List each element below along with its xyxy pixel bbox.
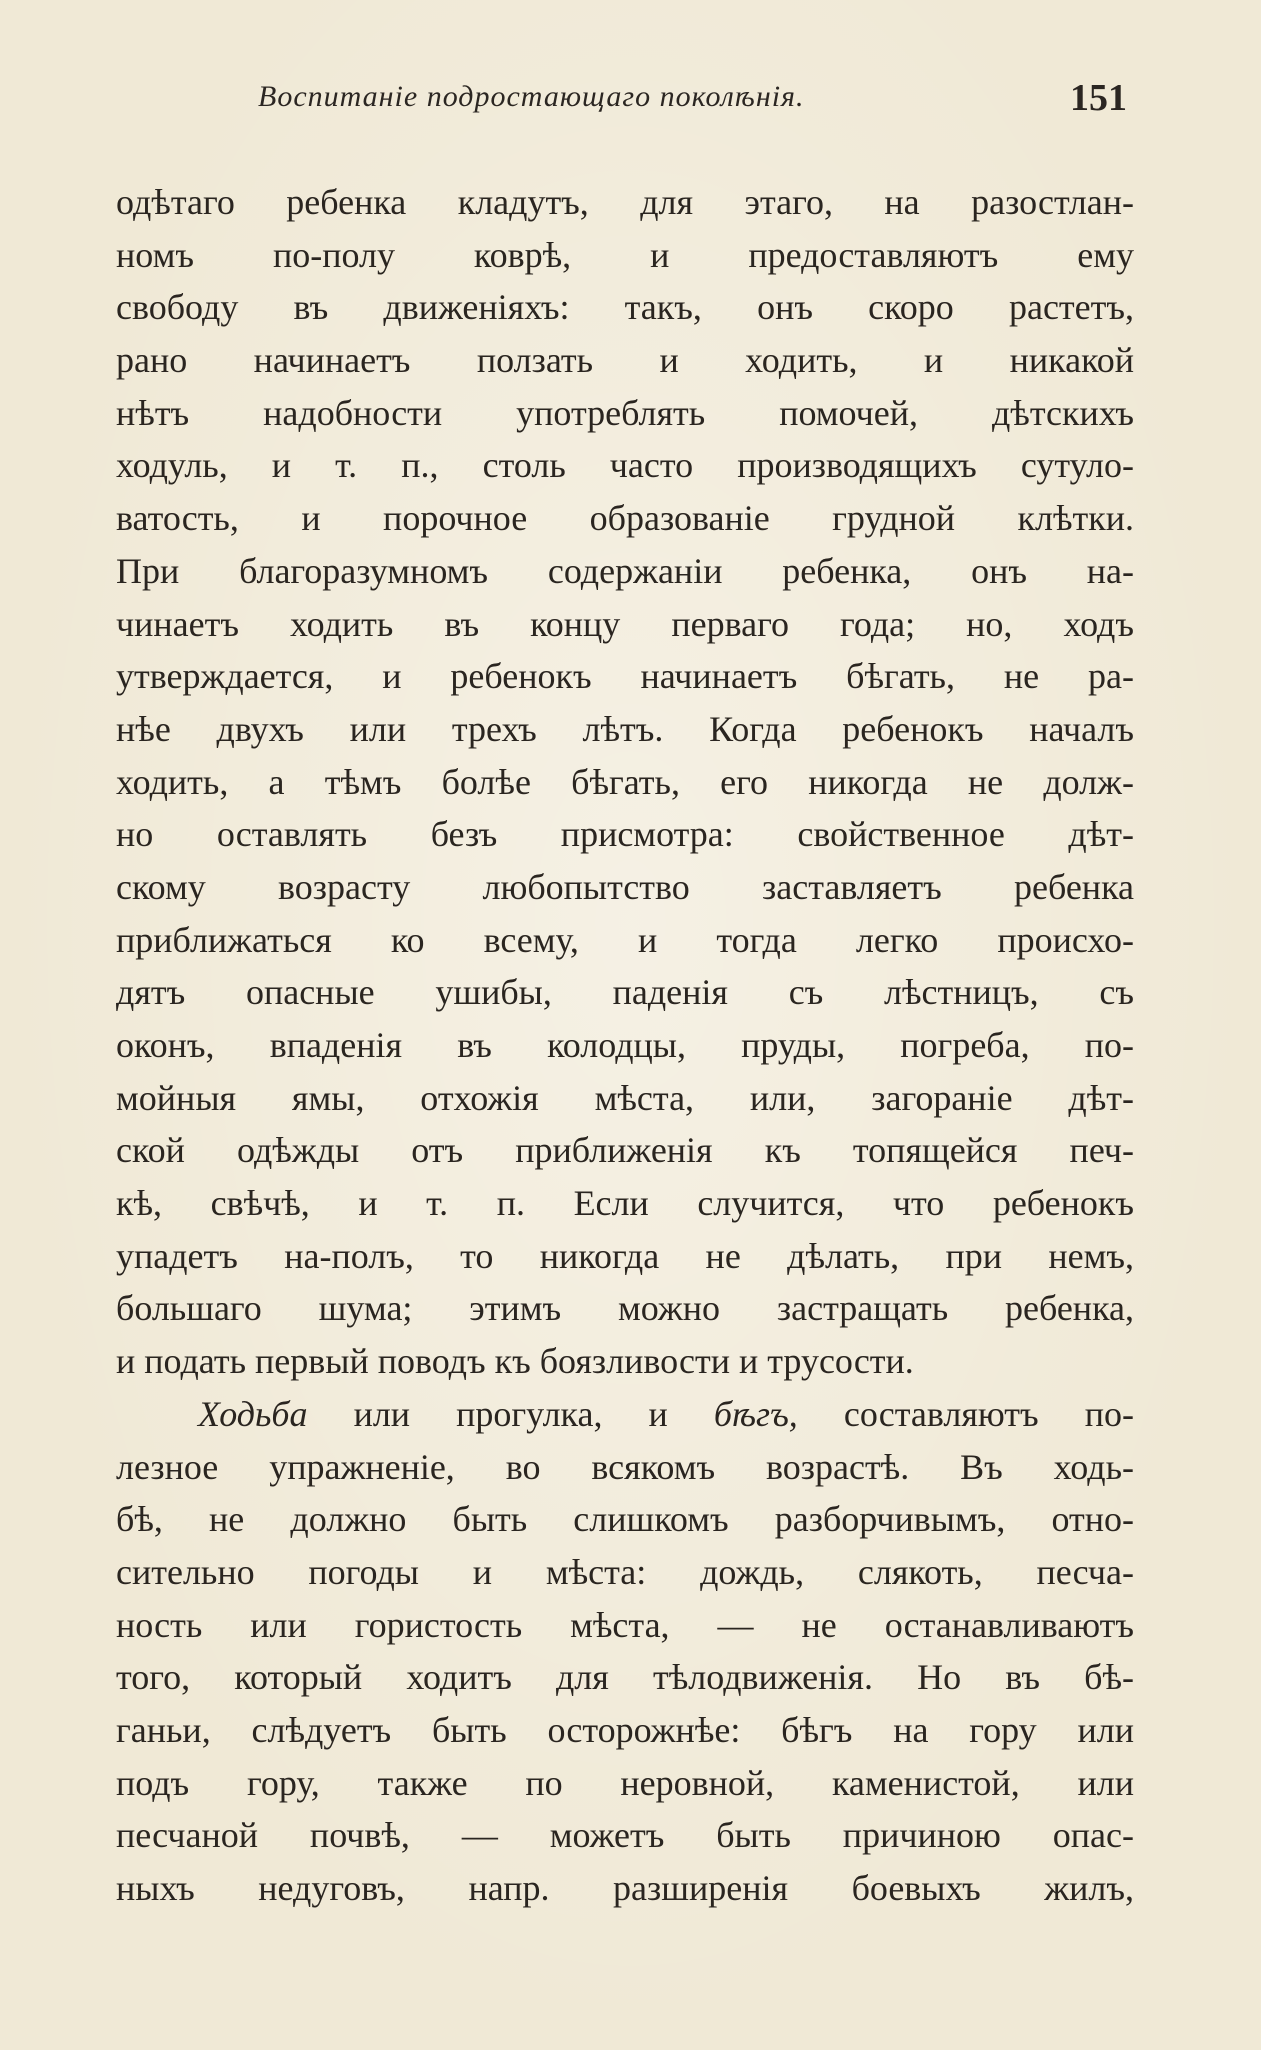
text-line: При благоразумномъ содержаніи ребенка, онъ на- [116, 550, 1134, 591]
text-line: нѣе двухъ или трехъ лѣтъ. Когда ребенокъ началъ [116, 708, 1134, 749]
text-line: ность или гористость мѣста, — не останавливаютъ [116, 1604, 1134, 1645]
text-line: ганьи, слѣдуетъ быть осторожнѣе: бѣгъ на гору или [116, 1709, 1134, 1750]
page-number: 151 [1070, 77, 1127, 119]
text-line: того, который ходитъ для тѣлодвиженія. Но въ бѣ- [116, 1657, 1134, 1698]
text-fragment: составляютъ по- [797, 1393, 1134, 1434]
text-line: свободу въ движеніяхъ: такъ, онъ скоро растетъ, [116, 287, 1134, 328]
text-line: ныхъ недуговъ, напр. разширенія боевыхъ жилъ, [116, 1868, 1134, 1908]
text-line: лезное упражненіе, во всякомъ возрастѣ. Въ ходь- [116, 1446, 1134, 1487]
emphasis-running: бѣгъ, [713, 1393, 798, 1434]
text-line: номъ по-полу коврѣ, и предоставляютъ ему [116, 234, 1134, 275]
text-line: но оставлять безъ присмотра: свойственное дѣт- [116, 814, 1134, 855]
paragraph-end-line: и подать первый поводъ къ боязливости и трусости. [116, 1341, 914, 1382]
text-line: мойныя ямы, отхожія мѣста, или, загораніе дѣт- [116, 1077, 1134, 1118]
text-line: ходить, а тѣмъ болѣе бѣгать, его никогда не долж- [116, 761, 1134, 802]
text-line: скому возрасту любопытство заставляетъ ребенка [116, 866, 1134, 907]
text-line: нѣтъ надобности употреблять помочей, дѣтскихъ [116, 392, 1134, 433]
text-line: дятъ опасные ушибы, паденія съ лѣстницъ, съ [116, 972, 1134, 1013]
text-fragment: или прогулка, и [307, 1393, 714, 1434]
text-line: оконъ, впаденія въ колодцы, пруды, погреба, по- [116, 1025, 1134, 1065]
emphasis-walking: Ходьба [198, 1393, 308, 1434]
text-line: кѣ, свѣчѣ, и т. п. Если случится, что ребенокъ [116, 1183, 1134, 1224]
text-line: сительно погоды и мѣста: дождь, слякоть, песча- [116, 1551, 1134, 1592]
text-line: упадетъ на-полъ, то никогда не дѣлать, при немъ, [116, 1235, 1134, 1276]
text-line: подъ гору, также по неровной, каменистой, или [116, 1762, 1134, 1803]
body-text [116, 176, 1134, 1915]
text-line: песчаной почвѣ, — можетъ быть причиною опас- [116, 1815, 1134, 1856]
paragraph-start-line [116, 1388, 1134, 1441]
running-title: Воспитаніе подростающаго поколѣнія. [258, 80, 805, 113]
text-line: большаго шума; этимъ можно застращать ребенка, [116, 1288, 1134, 1329]
text-line: одѣтаго ребенка кладутъ, для этаго, на разостлан- [116, 182, 1134, 222]
text-line: утверждается, и ребенокъ начинаетъ бѣгать, не ра- [116, 656, 1134, 697]
text-line: приближаться ко всему, и тогда легко происхо- [116, 919, 1134, 960]
text-line: ской одѣжды отъ приближенія къ топящейся печ- [116, 1130, 1134, 1171]
text-line: чинаетъ ходить въ концу перваго года; но, ходъ [116, 603, 1134, 644]
text-line: рано начинаетъ ползать и ходить, и никакой [116, 340, 1134, 381]
text-line: ходуль, и т. п., столь часто производящихъ сутуло- [116, 445, 1134, 486]
text-line: ватость, и порочное образованіе грудной клѣтки. [116, 498, 1134, 539]
text-line: бѣ, не должно быть слишкомъ разборчивымъ, отно- [116, 1499, 1134, 1540]
